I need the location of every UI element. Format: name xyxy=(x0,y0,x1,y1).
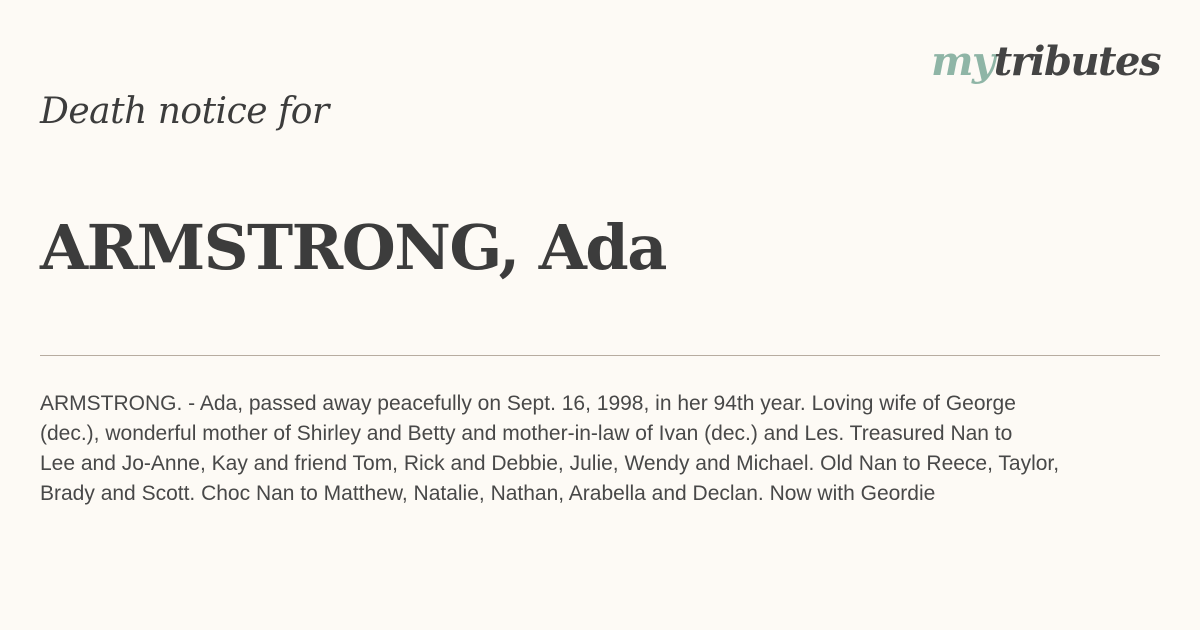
mytributes-logo xyxy=(931,34,1160,90)
death-notice-text: ARMSTRONG. - Ada, passed away peacefully on Sept. 16, 1998, in her 94th year. Loving wife of George (dec.), wonderful mother of Shirley and Betty and mother-in-law of Ivan (dec.) and Les. Treasured Nan to Lee and Jo-Anne, Kay and friend Tom, Rick and Debbie, Julie, Wendy and Michael. Old Nan to Reece, Taylor, Brady and Scott. Choc Nan to Matthew, Natalie, Nathan, Arabella and Declan. Now with Geordie xyxy=(40,392,1060,505)
notice-prefix-heading: Death notice for xyxy=(40,91,329,132)
deceased-name-title: ARMSTRONG, Ada xyxy=(40,211,666,284)
logo-part-my: my xyxy=(931,38,994,85)
logo-part-tributes: tributes xyxy=(993,38,1160,85)
section-divider xyxy=(40,355,1160,356)
